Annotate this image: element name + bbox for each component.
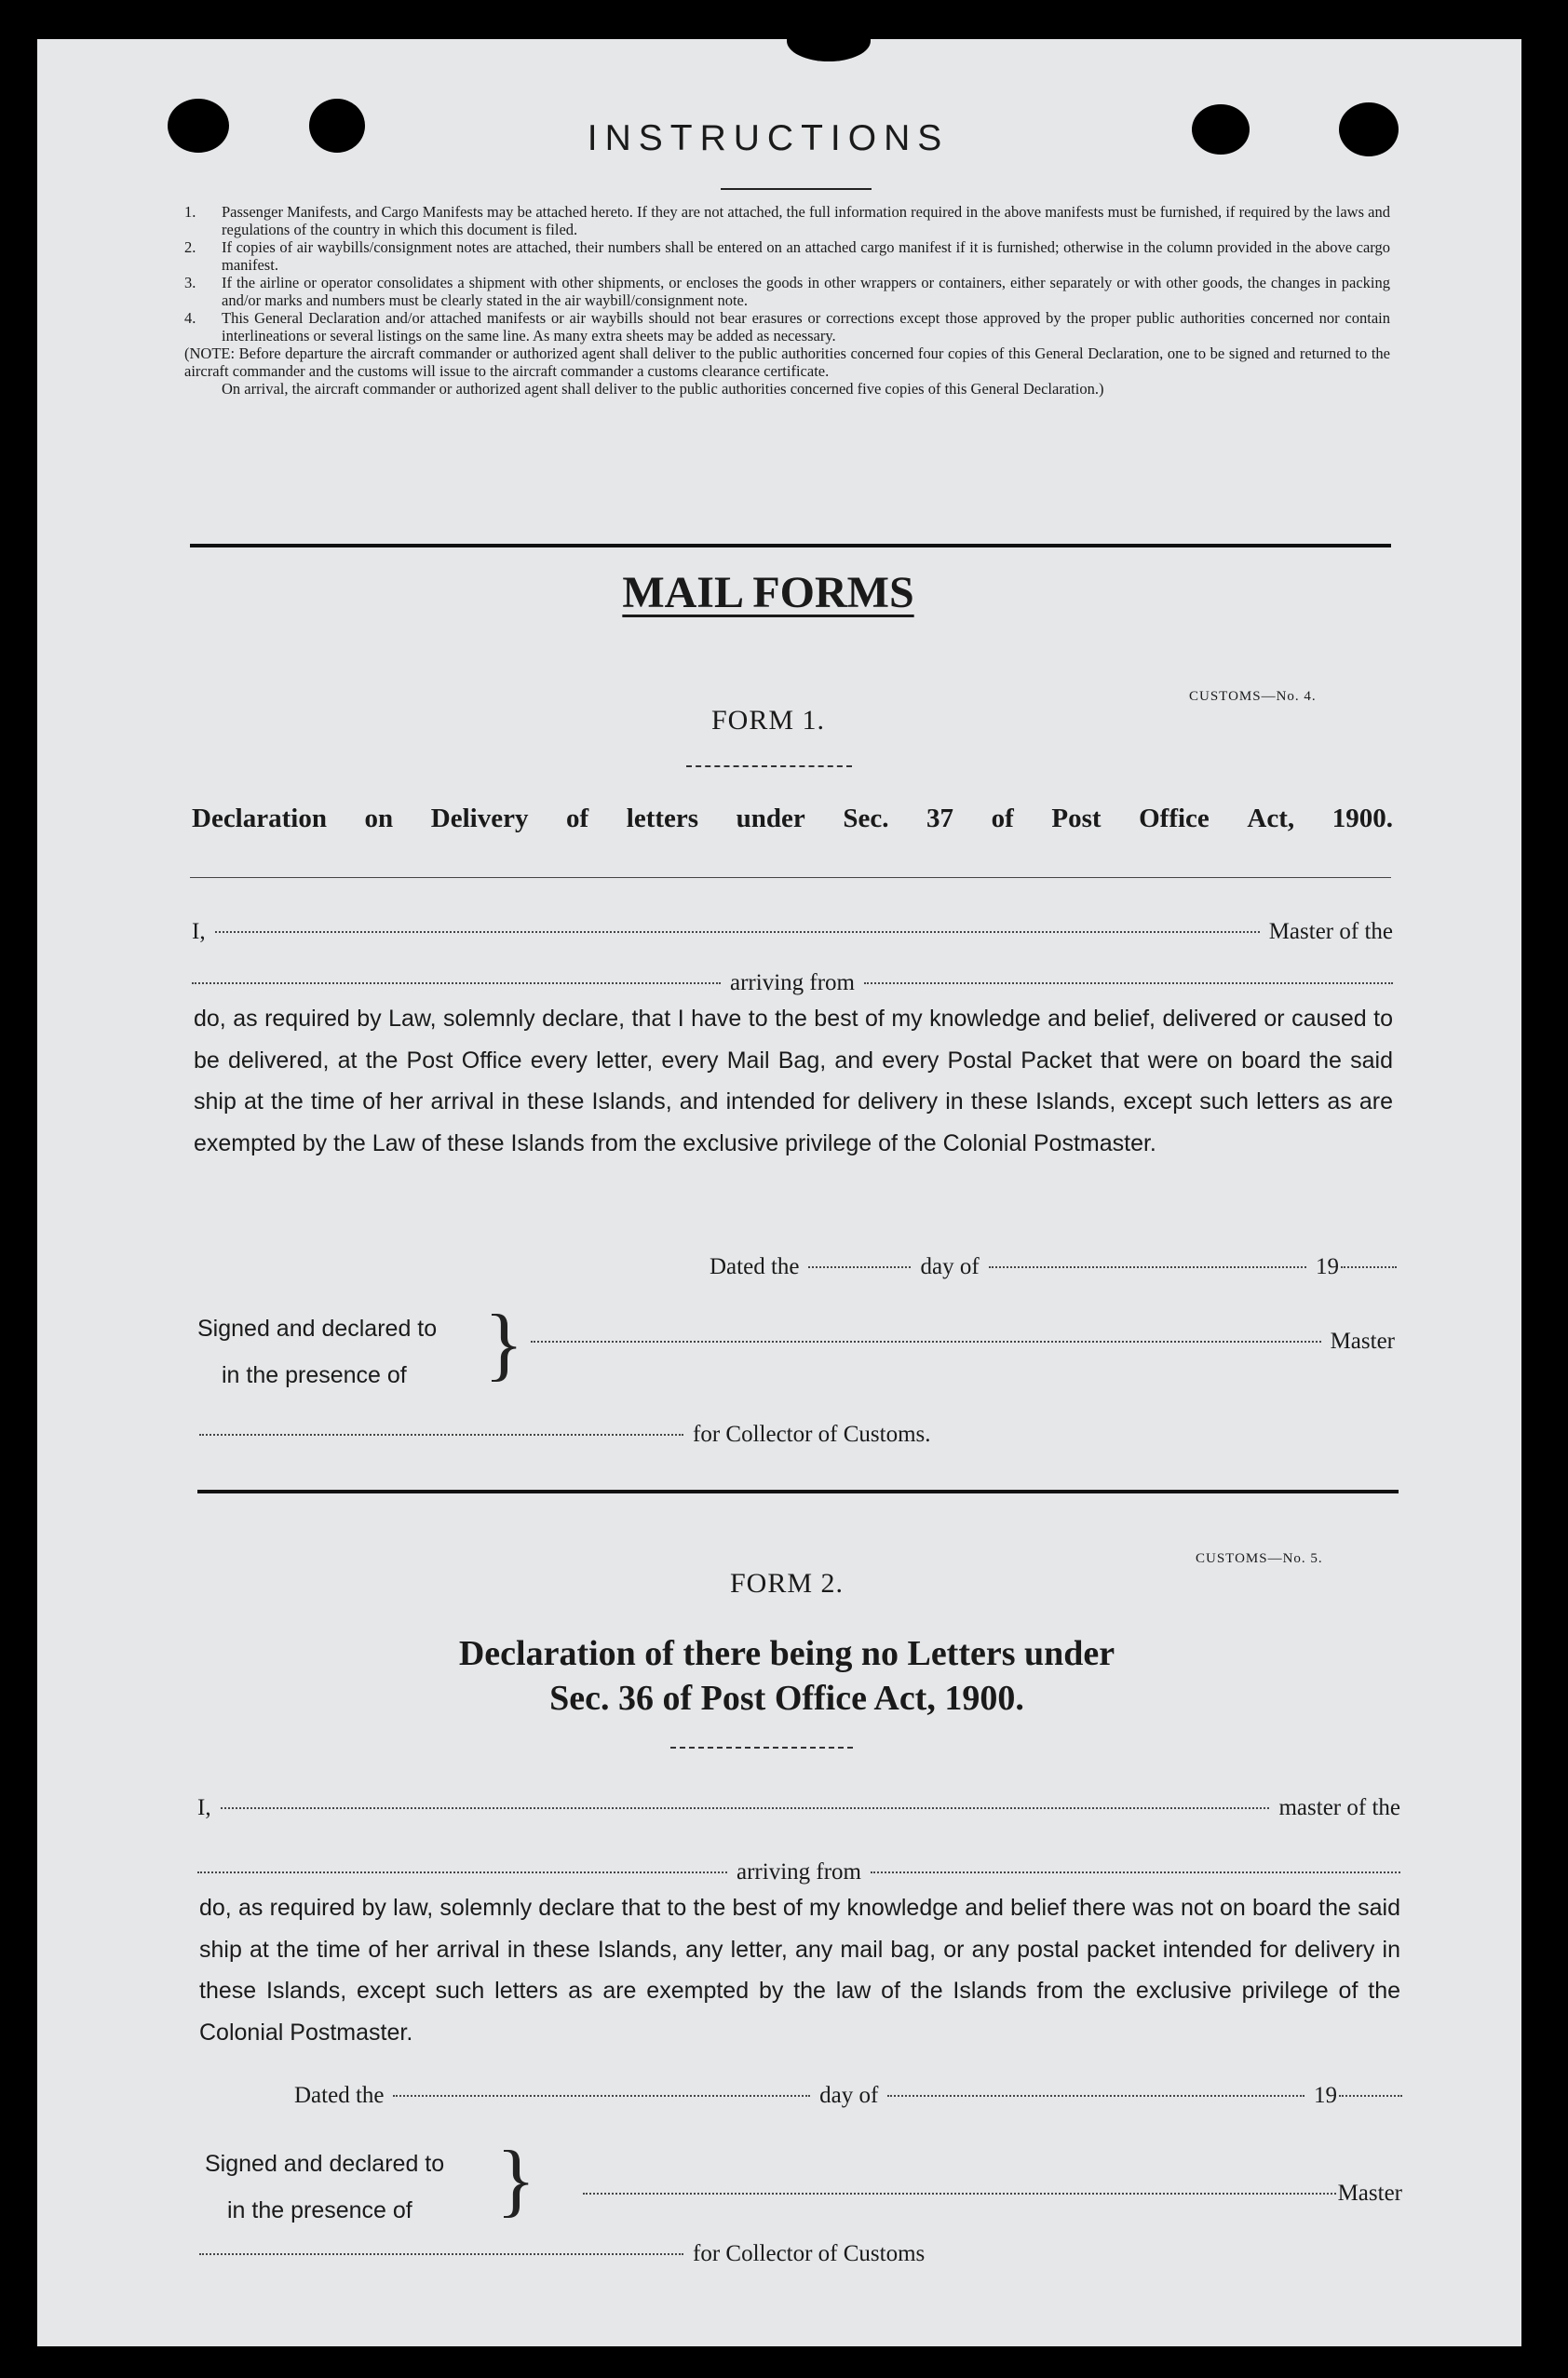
instruction-item <box>184 238 1390 274</box>
item-number: 3. <box>184 274 196 291</box>
customs-number: CUSTOMS—No. 5. <box>1196 1551 1323 1566</box>
signed-line: Signed and declared to <box>197 1316 438 1342</box>
instruction-item <box>184 274 1390 309</box>
dated-the-label: Dated the <box>710 1254 800 1279</box>
arriving-from-label: arriving from <box>737 1859 861 1885</box>
item-text: Passenger Manifests, and Cargo Manifests may be attached hereto. If they are not attached, the full information required in the above manifests must be furnished, if required by the laws and regulations of the country in which this document is filed. <box>222 203 1390 238</box>
title-word: of <box>566 804 589 833</box>
section-divider <box>197 1490 1399 1493</box>
presence-line: in the presence of <box>227 2197 412 2223</box>
master-signature-field[interactable] <box>583 2193 1336 2195</box>
collector-label: for Collector of Customs. <box>693 1422 931 1447</box>
dated-the-label: Dated the <box>294 2083 385 2108</box>
title-word: 1900. <box>1331 804 1393 833</box>
form1-master-signature-line <box>531 1329 1395 1355</box>
title-line: Declaration of there being no Letters under <box>458 1634 1115 1673</box>
master-name-field[interactable] <box>215 931 1260 933</box>
form2-declaration-title <box>37 1631 1499 1721</box>
signed-label <box>197 1305 437 1398</box>
collector-signature-field[interactable] <box>199 2253 683 2255</box>
form-heading: FORM 1. <box>710 705 826 736</box>
form1-collector-line <box>199 1422 1037 1448</box>
title-word: under <box>736 804 805 833</box>
master-signature-field[interactable] <box>531 1341 1321 1343</box>
arriving-from-field[interactable] <box>864 982 1393 984</box>
signed-line: Signed and declared to <box>205 2151 445 2177</box>
item-text: If the airline or operator consolidates a shipment with other shipments, or encloses the goods in other wrappers or containers, either separately or with other goods, the changes in packing and/or marks and numbers must be clearly stated in the air waybill/consignment note. <box>222 274 1390 309</box>
section-divider <box>190 544 1391 547</box>
item-number: 2. <box>184 238 196 256</box>
form2-dated-line <box>294 2083 1402 2109</box>
form2-arrival-line <box>197 1859 1400 1885</box>
instructions-list <box>184 203 1390 398</box>
day-of-label: day of <box>920 1254 980 1279</box>
title-word: Declaration <box>192 804 327 833</box>
form1-declaration-title <box>192 804 1393 834</box>
master-name-field[interactable] <box>221 1807 1270 1809</box>
note-text: (NOTE: Before departure the aircraft commander or authorized agent shall deliver to the public authorities concerned four copies of this General Declaration, one to be signed and returned to the aircraft commander and the customs will issue to the aircraft commander a customs clearance certificate. <box>184 345 1390 380</box>
arriving-from-field[interactable] <box>871 1871 1400 1873</box>
i-label: I, <box>197 1795 211 1820</box>
document-page <box>37 39 1521 2346</box>
day-of-label: day of <box>819 2083 879 2108</box>
arriving-from-label: arriving from <box>730 970 855 995</box>
form1-name-line <box>192 919 1393 945</box>
presence-line: in the presence of <box>222 1362 407 1388</box>
customs-number: CUSTOMS—No. 4. <box>1189 689 1317 704</box>
brace: } <box>484 1299 524 1389</box>
tear-mark <box>787 39 871 61</box>
title-word: Office <box>1139 804 1210 833</box>
ship-name-field[interactable] <box>197 1871 727 1873</box>
note-text: On arrival, the aircraft commander or authorized agent shall deliver to the public authorities concerned five copies of this General Declaration.) <box>222 380 1104 398</box>
form2-name-line <box>197 1795 1400 1821</box>
title-word: Delivery <box>430 804 529 833</box>
form-heading: FORM 2. <box>729 1568 845 1599</box>
form1-arrival-line <box>192 970 1393 996</box>
item-number: 4. <box>184 309 196 327</box>
heading-rule <box>686 765 852 767</box>
title-rule <box>721 188 872 190</box>
heading-rule <box>670 1747 853 1749</box>
item-text: This General Declaration and/or attached manifests or air waybills should not bear erasures or corrections except those approved by the proper public authorities concerned nor contain interlineations or several listings on the same line. As many extra sheets may be added as necessary. <box>222 309 1390 345</box>
instructions-title: INSTRUCTIONS <box>587 118 950 158</box>
i-label: I, <box>192 919 206 944</box>
master-label: Master <box>1330 1329 1395 1354</box>
year-field[interactable] <box>1339 2095 1402 2097</box>
day-field[interactable] <box>393 2095 810 2097</box>
month-field[interactable] <box>989 1266 1306 1268</box>
form2-body: do, as required by law, solemnly declare that to the best of my knowledge and belief there was not on board the said ship at the time of her arrival in these Islands, any letter, any mail bag, or any postal packet intended for delivery in these Islands, except such letters as are exempted by the law of the Islands from the exclusive privilege of the Colonial Postmaster. <box>199 1895 1400 2046</box>
year-field[interactable] <box>1341 1266 1397 1268</box>
instructions-note <box>184 345 1390 398</box>
instruction-item <box>184 203 1390 238</box>
form2-master-signature-line <box>583 2181 1402 2207</box>
item-text: If copies of air waybills/consignment notes are attached, their numbers shall be entered on an attached cargo manifest if it is furnished; otherwise in the column provided in the above cargo manifest. <box>222 238 1390 274</box>
title-word: on <box>364 804 394 833</box>
item-number: 1. <box>184 203 196 221</box>
form2-collector-line <box>199 2241 1037 2267</box>
master-of-the-label: master of the <box>1278 1795 1400 1820</box>
year-prefix: 19 <box>1314 2083 1337 2108</box>
title-word: letters <box>626 804 699 833</box>
instruction-item <box>184 309 1390 345</box>
month-field[interactable] <box>887 2095 1304 2097</box>
title-word: Sec. <box>843 804 889 833</box>
day-field[interactable] <box>808 1266 911 1268</box>
title-line: Sec. 36 of Post Office Act, 1900. <box>549 1679 1024 1718</box>
form1-dated-line <box>710 1254 1397 1280</box>
title-word: Post <box>1051 804 1102 833</box>
title-word: 37 <box>926 804 954 833</box>
master-label: Master <box>1337 2181 1402 2206</box>
brace: } <box>496 2135 536 2225</box>
year-prefix: 19 <box>1316 1254 1339 1279</box>
mail-forms-title-text: MAIL FORMS <box>622 568 914 617</box>
thin-rule <box>190 877 1391 878</box>
master-of-the-label: Master of the <box>1268 919 1393 944</box>
ship-name-field[interactable] <box>192 982 721 984</box>
collector-label: for Collector of Customs <box>693 2241 926 2266</box>
title-word: Act, <box>1247 804 1295 833</box>
mail-forms-title <box>37 567 1499 618</box>
form1-body: do, as required by Law, solemnly declare, that I have to the best of my knowledge and belief, delivered or caused to be delivered, at the Post Office every letter, every Mail Bag, and every Postal Packet that were on board the said ship at the time of her arrival in these Islands, and intended for delivery in these Islands, except such letters as are exempted by the Law of these Islands from the exclusive privilege of the Colonial Postmaster. <box>194 1006 1393 1156</box>
signed-label <box>205 2141 444 2234</box>
title-word: of <box>991 804 1014 833</box>
collector-signature-field[interactable] <box>199 1434 683 1436</box>
